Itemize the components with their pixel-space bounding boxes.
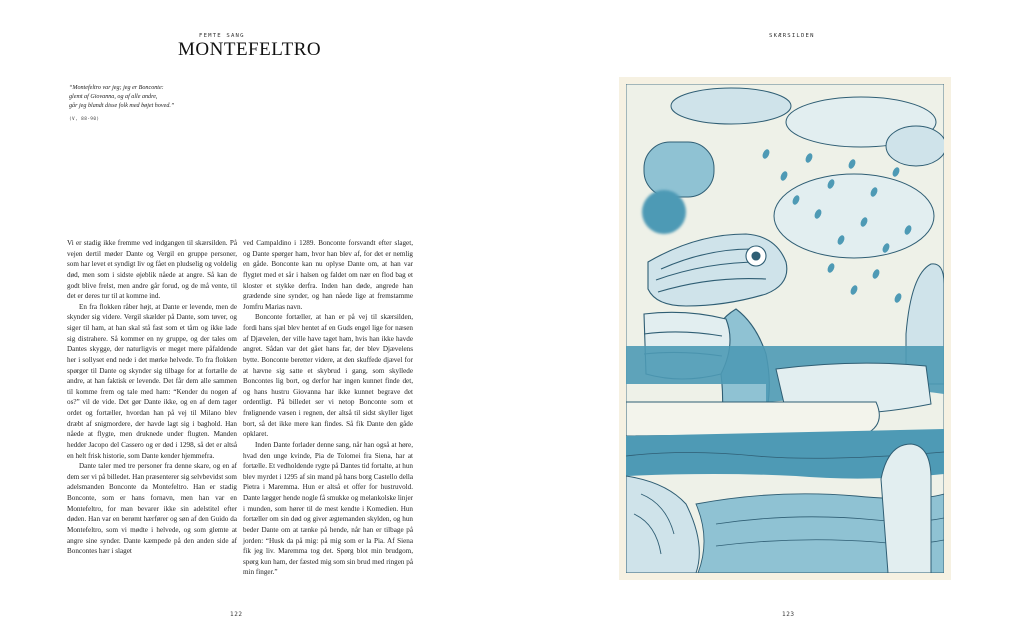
paragraph: Vi er stadig ikke fremme ved indgangen til skærsilden. På vejen dertil møder Dante og Vergil en gruppe personer, som har levet et syndigt liv og fået en pludselig og voldelig død, men som i sidste øjeblik nåede at angre. Så kan de godt blive frelst, men andre går forud, og de må vente, til det er deres tur til at komme ind.: [67, 239, 237, 301]
epigraph: [69, 84, 269, 111]
paragraph: Dante taler med tre personer fra denne skare, og en af dem ser vi på billedet. Han præsenterer sig selvbevidst som adelsmanden Bonconte da Montefeltro. Han er stadig Bonconte, som er hans fornavn, men han var en Montefeltro, for man bevarer ikke sin adelstitel efter døden. Han var en berømt hærfører og søn af den Guido da Montefeltro, som vi mødte i helvede, og som glemte at angre sine synder. Dante kæmpede på den anden side af Boncontes hær i slaget: [67, 462, 237, 556]
etching-illustration: [619, 77, 951, 580]
paragraph: En fra flokken råber højt, at Dante er levende, men de skynder sig videre. Vergil skælder på Dante, som tøver, og siger til ham, at han skal stå fast som et tårn og ikke lade sig distrahere. Så kommer en ny gruppe, og der tales om Dantes skygge, der naturligvis er meget mere påfaldende her i sollyset end nede i det mørke helvede. To fra flokken spørger til Dante og skynder sig tilbage for at fortælle de andre, at han faktisk er levende. Det får dem alle sammen til komme frem og tale med ham: “Kender du nogen af os?” vil de vide. Det gør Dante ikke, og en af dem tager ordet og fortæller, hvordan han på vej til Milano blev dræbt af snigmordere, der havde lagt sig i baghold. Han nåede at flygte, men druknede under flugten. Manden hedder Jacopo del Cassero og er død i 1298, så det er altså en helt frisk historie, som Dante kender hjemmefra.: [67, 302, 237, 460]
sun-disc: [642, 190, 686, 234]
epigraph-line: glemt af Giovanna, og af alle andre,: [69, 94, 158, 100]
page-number-right: 123: [782, 611, 795, 618]
section-kicker: SKÆRSILDEN: [769, 33, 815, 39]
paragraph: Inden Dante forlader denne sang, når han også at høre, hvad den unge kvinde, Pia de Tolomei fra Siena, har at fortælle. Et vedholdende rygte på Dantes tid fortalte, at hun blev myrdet i 1295 af sin mand på hans borg Castello della Pietra i Maremma. Hun er altså et offer for hustruvold. Dante lægger hende nogle få smukke og melankolske linjer i munden, som hører til de mest kendte i Komedien. Hun fortæller om sin død og giver ægtemanden skylden, og hun beder Dante om at tænke på hende, når han er tilbage på jorden: “Husk da på mig: på mig som er la Pia. Af Siena fik jeg liv. Maremma tog det. Spørg blot min brudgom, spørg kun ham, der fæsted mig som sin brud med ringen på min finger.”: [243, 440, 413, 577]
paragraph: ved Campaldino i 1289. Bonconte forsvandt efter slaget, og Dante spørger ham, hvor han blev af, for det er nemlig en gåde. Bonconte kan nu oplyse Dante om, at han var flygtet med et sår i halsen og faldet om nær en flod bag et kloster et stykke derfra. Inden han døde, angrede han grædende sine synder, og han nåede lige at fremstamme Jomfru Marias navn.: [243, 239, 413, 311]
canto-kicker: FEMTE SANG: [199, 33, 245, 39]
text-column-2: [243, 238, 413, 578]
etching-artwork: [626, 84, 944, 573]
pillar-right: [881, 444, 931, 573]
epigraph-line: “Montefeltro var jeg; jeg er Bonconte:: [69, 85, 164, 91]
text-column-1: [67, 238, 237, 557]
page-number-left: 122: [230, 611, 243, 618]
paragraph: Bonconte fortæller, at han er på vej til skærsilden, fordi hans sjæl blev hentet af en Guds engel lige for næsen af Djævelen, der ville have taget ham, hvis han ikke havde angret. Sådan var det gået hans far, der blev Djævelens bytte. Bonconte beretter videre, at den skuffede djævel for at hævne sig satte et skybrud i gang, som skyllede Boncontes lig bort, og derfor har ingen kunnet finde det, og hans hustru Giovanna har ikke kunnet begrave det ordentligt. På billedet ser vi netop Bonconte som et frølignende væsen i regnen, der altså til sidst skyller liget bort, så det ikke mere kan findes. Så fik Dante den gåde opklaret.: [243, 313, 413, 439]
verse-reference: (V, 88-90): [69, 117, 100, 122]
shore-block: [626, 402, 879, 436]
chapter-title: MONTEFELTRO: [178, 39, 322, 60]
epigraph-line: går jeg blandt disse folk med bøjet hoved.”: [69, 103, 175, 109]
